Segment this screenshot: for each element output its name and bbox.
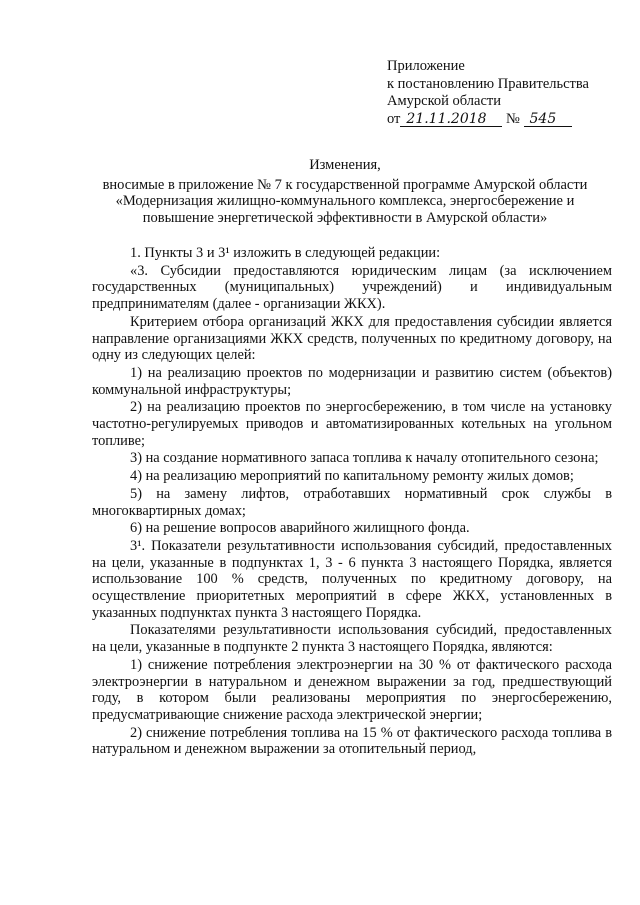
handwritten-number: 545 bbox=[524, 112, 572, 127]
appendix-line: Приложение bbox=[387, 58, 465, 74]
appendix-date-line bbox=[387, 111, 627, 129]
paragraph: 3) на создание нормативного запаса топлива к началу отопительного сезона; bbox=[130, 450, 599, 467]
document-body bbox=[92, 245, 612, 758]
title-line: вносимые в приложение № 7 к государственной программе Амурской области bbox=[102, 176, 588, 193]
paragraph: 1) на реализацию проектов по модернизации и развитию систем (объектов) коммунальной инфраструктуры; bbox=[92, 364, 612, 398]
paragraph: 2) на реализацию проектов по энергосбережению, в том числе на установку частотно-регулируемых приводов и автоматизированных котельных на угольном топливе; bbox=[92, 399, 612, 449]
paragraph: 3¹. Показатели результативности использования субсидий, предоставленных на цели, указанные в подпунктах 1, 3 - 6 пункта 3 настоящего Порядка, является использование 100 % средств, полученных по кредитному договору, на осуществление приоритетных мероприятий в сфере ЖКХ, установленных в указанных подпунктах пункта 3 настоящего Порядка. bbox=[92, 537, 612, 621]
handwritten-date: 21.11.2018 bbox=[400, 112, 502, 127]
paragraph: 4) на реализацию мероприятий по капитальному ремонту жилых домов; bbox=[130, 468, 574, 485]
title-heading: Изменения, bbox=[309, 157, 381, 173]
paragraph: Показателями результативности использования субсидий, предоставленных на цели, указанные в подпункте 2 пункта 3 настоящего Порядка, являются: bbox=[92, 622, 612, 656]
title-line: повышение энергетической эффективности в Амурской области» bbox=[142, 209, 548, 226]
paragraph: 1) снижение потребления электроэнергии на 30 % от фактического расхода электроэнергии в натуральном и денежном выражении за год, предшествующий году, в котором были реализованы мероприятия по энергосбережению, предусматривающие снижение расхода электрической энергии; bbox=[92, 656, 612, 723]
paragraph: Критерием отбора организаций ЖКХ для предоставления субсидии является направление организациями ЖКХ средств, полученных по кредитному договору, на одну из следующих целей: bbox=[92, 313, 612, 364]
document-title bbox=[80, 157, 610, 226]
number-prefix: № bbox=[506, 110, 520, 127]
paragraph: 6) на решение вопросов аварийного жилищного фонда. bbox=[130, 520, 470, 537]
paragraph: 5) на замену лифтов, отработавших нормативный срок службы в многоквартирных домах; bbox=[92, 485, 612, 519]
paragraph: «3. Субсидии предоставляются юридическим лицам (за исключением государственных (муниципальных) учреждений) и индивидуальным предпринимателям (далее - организации ЖКХ). bbox=[92, 262, 612, 313]
appendix-line: к постановлению Правительства bbox=[387, 75, 589, 92]
paragraph: 2) снижение потребления топлива на 15 % от фактического расхода топлива в натуральном и денежном выражении за отопительный период, bbox=[92, 724, 612, 758]
paragraph: 1. Пункты 3 и 3¹ изложить в следующей редакции: bbox=[130, 245, 441, 261]
date-prefix: от bbox=[387, 110, 401, 127]
appendix-block bbox=[387, 58, 627, 128]
appendix-line: Амурской области bbox=[387, 93, 501, 109]
title-line: «Модернизация жилищно-коммунального комплекса, энергосбережение и bbox=[115, 193, 575, 209]
